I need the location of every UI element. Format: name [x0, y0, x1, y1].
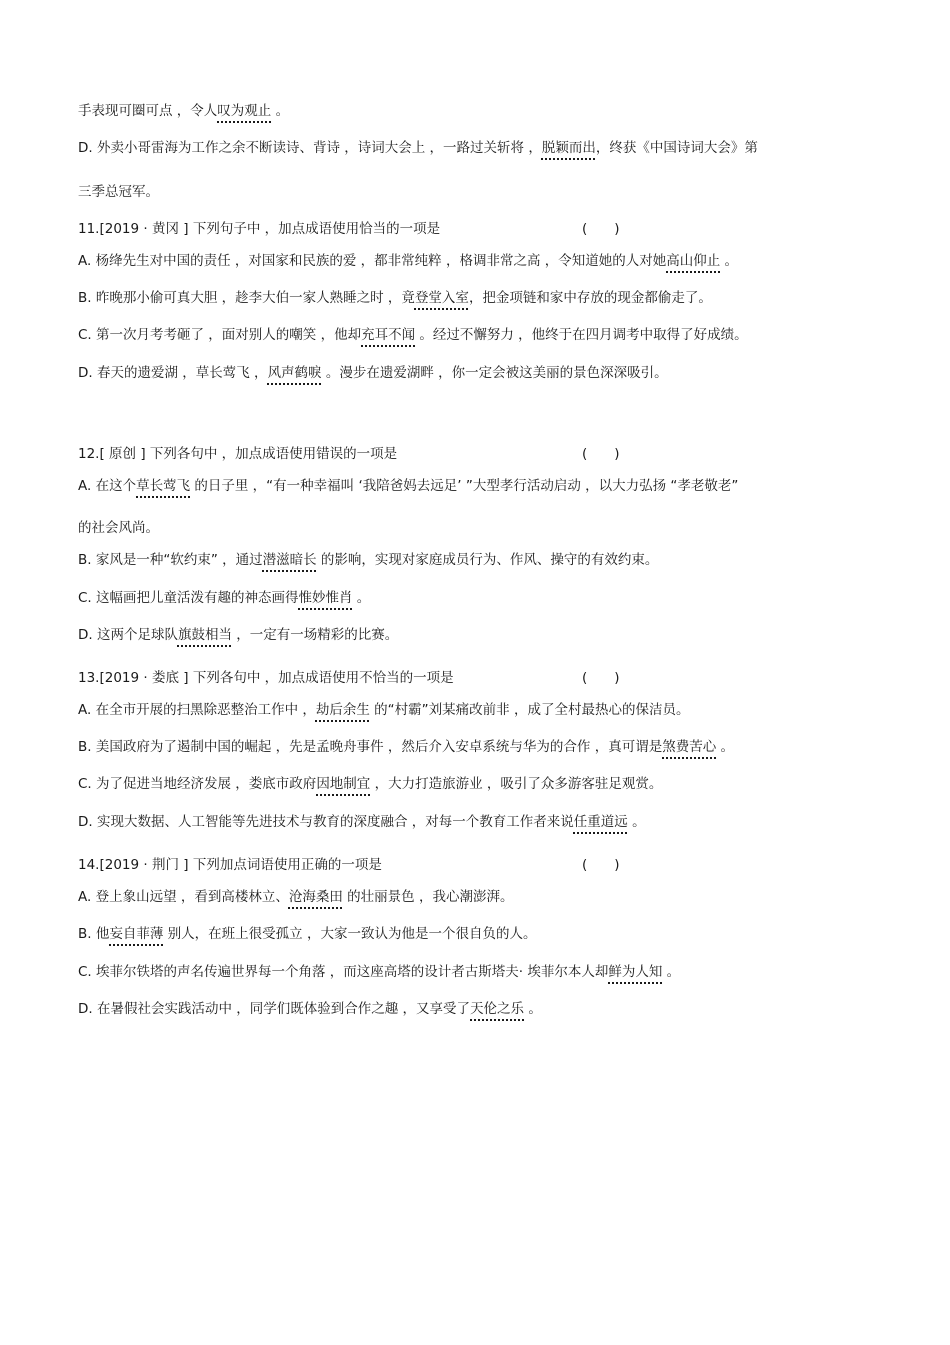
- text-line: [78, 138, 890, 158]
- answer-parenthesis: ( ): [582, 446, 620, 462]
- line-text: C. 这幅画把儿童活泼有趣的神态画得: [78, 590, 299, 606]
- line-text: 13.[2019 · 娄底 ] 下列各句中 ，加点成语使用不恰当的一项是: [78, 670, 454, 686]
- line-text: D. 春天的遗爱湖 ，草长莺飞 ，: [78, 365, 268, 381]
- line-text: B. 他: [78, 926, 110, 942]
- line-text: B. 家风是一种“软约束” ，通过: [78, 552, 263, 568]
- line-text: A. 在这个: [78, 478, 137, 494]
- text-line: [78, 101, 890, 121]
- line-text: ，终获《中国诗词大会》第: [595, 140, 758, 156]
- text-line: [78, 812, 890, 832]
- line-text: D. 实现大数据、人工智能等先进技术与教育的深度融合 ，对每一个教育工作者来说: [78, 814, 574, 830]
- line-text: 。: [352, 590, 371, 606]
- text-line: [78, 182, 890, 202]
- dotted-idiom: 潜滋暗长: [262, 552, 317, 568]
- text-line: [78, 924, 890, 944]
- question-stem: [78, 444, 397, 464]
- dotted-idiom: 叹为观止: [217, 103, 272, 119]
- line-text: 。经过不懈努力 ，他终于在四月调考中取得了好成绩。: [415, 327, 748, 343]
- line-text: 。: [716, 739, 735, 755]
- text-line: [78, 999, 890, 1019]
- line-text: 的社会风尚。: [78, 520, 159, 536]
- line-text: C. 为了促进当地经济发展 ，娄底市政府: [78, 776, 317, 792]
- text-line: [78, 774, 890, 794]
- line-text: A. 在全市开展的扫黑除恶整治工作中 ，: [78, 702, 316, 718]
- line-text: 手表现可圈可点 ，令人: [78, 103, 218, 119]
- dotted-idiom: 登堂入室: [414, 290, 469, 306]
- line-text: 。漫步在遗爱湖畔 ，你一定会被这美丽的景色深深吸引。: [321, 365, 668, 381]
- dotted-idiom: 任重道远: [573, 814, 628, 830]
- dotted-idiom: 天伦之乐: [470, 1001, 525, 1017]
- line-text: 。: [627, 814, 646, 830]
- line-text: A. 杨绛先生对中国的责任 ，对国家和民族的爱 ，都非常纯粹 ，格调非常之高 ，令知道她的人对她: [78, 253, 667, 269]
- dotted-idiom: 沧海桑田: [288, 889, 343, 905]
- line-text: 14.[2019 · 荆门 ] 下列加点词语使用正确的一项是: [78, 857, 382, 873]
- dotted-idiom: 劫后余生: [315, 702, 370, 718]
- dotted-idiom: 因地制宜: [316, 776, 371, 792]
- dotted-idiom: 惟妙惟肖: [298, 590, 353, 606]
- dotted-idiom: 鲜为人知: [608, 964, 663, 980]
- question-stem: [78, 219, 440, 239]
- answer-parenthesis: ( ): [582, 221, 620, 237]
- question-stem: [78, 668, 454, 688]
- line-text: 的日子里 ，“有一种幸福叫 ‘我陪爸妈去远足’ ”大型孝行活动启动 ，以大力弘扬 “孝老敬老”: [190, 478, 739, 494]
- dotted-idiom: 高山仰止: [666, 253, 721, 269]
- line-text: 三季总冠军。: [78, 184, 159, 200]
- text-line: [78, 962, 890, 982]
- text-line: [78, 887, 890, 907]
- text-line: [78, 588, 890, 608]
- line-text: C. 第一次月考考砸了 ，面对别人的嘲笑 ，他却: [78, 327, 362, 343]
- line-text: C. 埃菲尔铁塔的声名传遍世界每一个角落 ，而这座高塔的设计者古斯塔夫· 埃菲尔本人却: [78, 964, 609, 980]
- text-line: [78, 700, 890, 720]
- dotted-idiom: 风声鹤唳: [267, 365, 322, 381]
- dotted-idiom: 充耳不闻: [361, 327, 416, 343]
- text-line: [78, 476, 890, 496]
- answer-parenthesis: ( ): [582, 670, 620, 686]
- question-stem: [78, 855, 382, 875]
- line-text: 。: [524, 1001, 542, 1017]
- line-text: 12.[ 原创 ] 下列各句中 ，加点成语使用错误的一项是: [78, 446, 398, 462]
- line-text: 。: [271, 103, 290, 119]
- dotted-idiom: 脱颖而出: [541, 140, 596, 156]
- dotted-idiom: 妄自菲薄: [109, 926, 164, 942]
- dotted-idiom: 旗鼓相当: [177, 627, 232, 643]
- dotted-idiom: 煞费苦心: [662, 739, 717, 755]
- line-text: 。: [662, 964, 681, 980]
- line-text: D. 在暑假社会实践活动中 ，同学们既体验到合作之趣 ，又享受了: [78, 1001, 471, 1017]
- dotted-idiom: 草长莺飞: [136, 478, 191, 494]
- line-text: D. 外卖小哥雷海为工作之余不断读诗、背诗 ，诗词大会上 ，一路过关斩将 ，: [78, 140, 542, 156]
- line-text: D. 这两个足球队: [78, 627, 178, 643]
- text-line: [78, 518, 890, 538]
- line-text: A. 登上象山远望 ，看到高楼林立、: [78, 889, 289, 905]
- text-line: [78, 288, 890, 308]
- line-text: 。: [720, 253, 739, 269]
- text-line: [78, 737, 890, 757]
- text-line: [78, 550, 890, 570]
- text-line: [78, 625, 890, 645]
- answer-parenthesis: ( ): [582, 857, 620, 873]
- line-text: 11.[2019 · 黄冈 ] 下列句子中 ，加点成语使用恰当的一项是: [78, 221, 441, 237]
- line-text: B. 美国政府为了遏制中国的崛起 ，先是孟晚舟事件 ，然后介入安卓系统与华为的合作 ，真可谓是: [78, 739, 663, 755]
- line-text: 的影响，实现对家庭成员行为、作风、操守的有效约束。: [316, 552, 659, 568]
- text-line: [78, 325, 890, 345]
- line-text: ，把金项链和家中存放的现金都偷走了。: [468, 290, 712, 306]
- line-text: B. 昨晚那小偷可真大胆 ，趁李大伯一家人熟睡之时 ，竟: [78, 290, 415, 306]
- text-line: [78, 251, 890, 271]
- text-line: [78, 363, 890, 383]
- line-text: 的壮丽景色 ，我心潮澎湃。: [342, 889, 514, 905]
- line-text: 别人，在班上很受孤立 ，大家一致认为他是一个很自负的人。: [163, 926, 537, 942]
- line-text: ，大力打造旅游业 ，吸引了众多游客驻足观赏。: [370, 776, 663, 792]
- line-text: ，一定有一场精彩的比赛。: [231, 627, 399, 643]
- line-text: 的“村霸”刘某痛改前非 ，成了全村最热心的保洁员。: [369, 702, 690, 718]
